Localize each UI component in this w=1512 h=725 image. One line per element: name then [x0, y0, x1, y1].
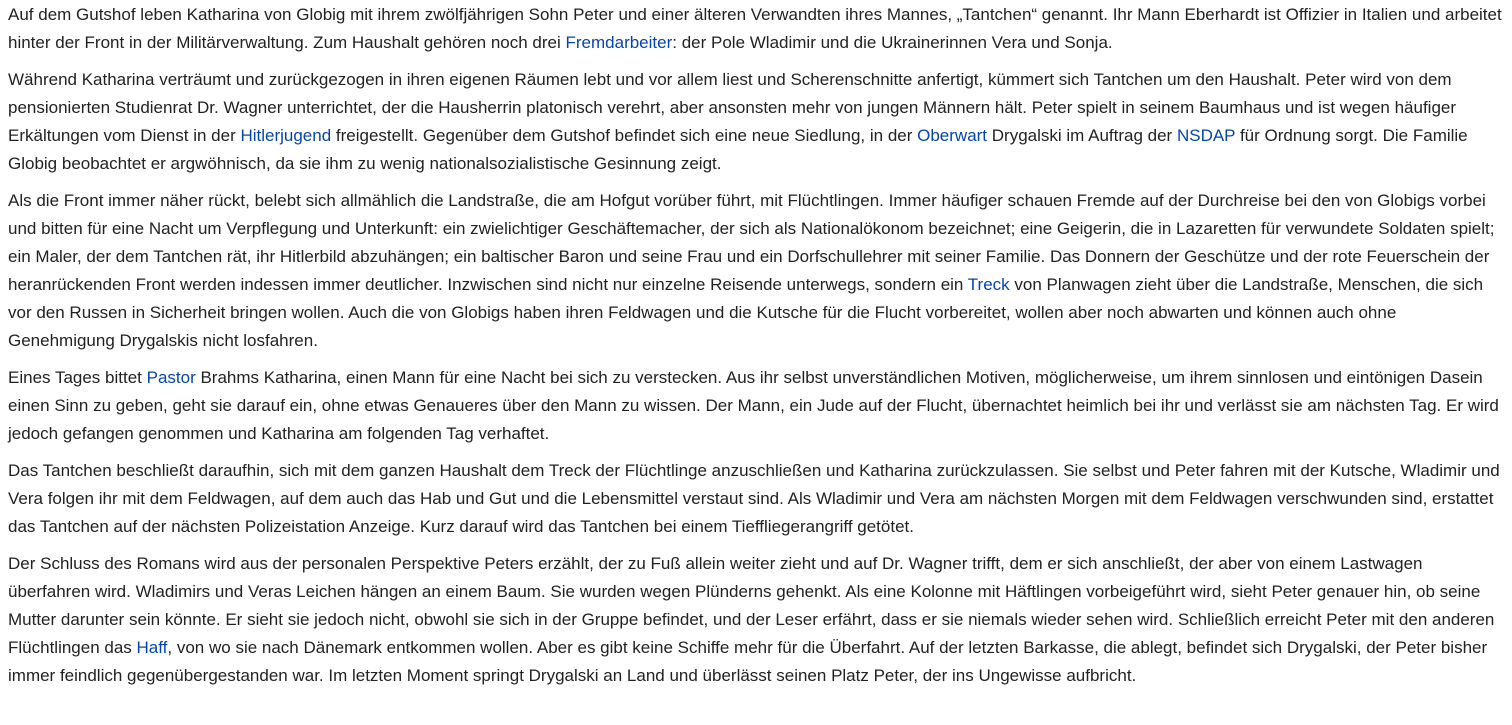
article-body [0, 1, 1512, 690]
link-pastor[interactable]: Pastor [146, 368, 196, 387]
link-nsdap[interactable]: NSDAP [1176, 126, 1236, 145]
link-hitlerjugend[interactable]: Hitlerjugend [240, 126, 332, 145]
paragraph-text: , von wo sie nach Dänemark entkommen wollen. Aber es gibt keine Schiffe mehr für die Überfahrt. Auf der letzten Barkasse, die ablegt, befindet sich Drygalski, der Peter bisher immer feindlich gegenübergestanden war. Im letzten Moment springt Drygalski an Land und überlässt seinen Platz Peter, der ins Ungewisse aufbricht. [8, 638, 1488, 685]
paragraph-text: Auf dem Gutshof leben Katharina von Globig mit ihrem zwölfjährigen Sohn Peter und einer älteren Verwandten ihres Mannes, „Tantchen“ genannt. Ihr Mann Eberhardt ist Offizier in Italien und arbeitet hinter der Front in der Militärverwaltung. Zum Haushalt gehören noch drei [8, 5, 1502, 52]
paragraph-text: freigestellt. Gegenüber dem Gutshof befindet sich eine neue Siedlung, in der [331, 126, 918, 145]
paragraph-daily-life [8, 66, 1504, 178]
paragraph-text: : der Pole Wladimir und die Ukrainerinnen Vera und Sonja. [672, 33, 1113, 52]
paragraph-text: Als die Front immer näher rückt, belebt sich allmählich die Landstraße, die am Hofgut vorüber führt, mit Flüchtlingen. Immer häufiger schauen Fremde auf der Durchreise bei den von Globigs vorbei und bitten für eine Nacht um Verpflegung und Unterkunft: ein zwielichtiger Geschäftemacher, der sich als Nationalökonom bezeichnet; eine Geigerin, die in Lazaretten für verwundete Soldaten spielt; ein Maler, der dem Tantchen rät, ihr Hitlerbild abzuhängen; ein baltischer Baron und seine Frau und ein Dorfschullehrer mit seiner Familie. Das Donnern der Geschütze und der rote Feuerschein der heranrückenden Front werden indessen immer deutlicher. Inzwischen sind nicht nur einzelne Reisende unterwegs, sondern ein [8, 191, 1495, 294]
paragraph-text: Brahms Katharina, einen Mann für eine Nacht bei sich zu verstecken. Aus ihr selbst unverständlichen Motiven, möglicherweise, um ihrem sinnlosen und eintönigen Dasein einen Sinn zu geben, geht sie darauf ein, ohne etwas Genaueres über den Mann zu wissen. Der Mann, ein Jude auf der Flucht, übernachtet heimlich bei ihr und verlässt sie am nächsten Tag. Er wird jedoch gefangen genommen und Katharina am folgenden Tag verhaftet. [8, 368, 1499, 443]
paragraph-flight [8, 457, 1504, 541]
link-oberwart[interactable]: Oberwart [917, 126, 988, 145]
paragraph-text: Eines Tages bittet [8, 368, 147, 387]
paragraph-front-approaches [8, 187, 1504, 355]
paragraph-ending [8, 550, 1504, 690]
paragraph-household [8, 1, 1504, 57]
paragraph-text: für Ordnung sorgt. Die Familie Globig beobachtet er argwöhnisch, da sie ihm zu wenig nationalsozialistische Gesinnung zeigt. [8, 126, 1468, 173]
paragraph-text: Das Tantchen beschließt daraufhin, sich mit dem ganzen Haushalt dem Treck der Flüchtlinge anzuschließen und Katharina zurückzulassen. Sie selbst und Peter fahren mit der Kutsche, Wladimir und Vera folgen ihr mit dem Feldwagen, auf dem auch das Hab und Gut und die Lebensmittel verstaut sind. Als Wladimir und Vera am nächsten Morgen mit dem Feldwagen verschwunden sind, erstattet das Tantchen auf der nächsten Polizeistation Anzeige. Kurz darauf wird das Tantchen bei einem Tieffliegerangriff getötet. [8, 461, 1500, 536]
paragraph-text: von Planwagen zieht über die Landstraße, Menschen, die sich vor den Russen in Sicherheit bringen wollen. Auch die von Globigs haben ihren Feldwagen und die Kutsche für die Flucht vorbereitet, wollen aber noch abwarten und können auch ohne Genehmigung Drygalskis nicht losfahren. [8, 275, 1484, 350]
paragraph-pastor-request [8, 364, 1504, 448]
link-treck[interactable]: Treck [967, 275, 1010, 294]
link-fremdarbeiter[interactable]: Fremdarbeiter [565, 33, 673, 52]
link-haff[interactable]: Haff [136, 638, 168, 657]
paragraph-text: Drygalski im Auftrag der [987, 126, 1177, 145]
paragraph-text: Der Schluss des Romans wird aus der personalen Perspektive Peters erzählt, der zu Fuß allein weiter zieht und auf Dr. Wagner trifft, dem er sich anschließt, der aber von einem Lastwagen überfahren wird. Wladimirs und Veras Leichen hängen an einem Baum. Sie wurden wegen Plünderns gehenkt. Als eine Kolonne mit Häftlingen vorbeigeführt wird, sieht Peter genauer hin, ob seine Mutter darunter sein könnte. Er sieht sie jedoch nicht, obwohl sie sich in der Gruppe befindet, und der Leser erfährt, dass er sie niemals wieder sehen wird. Schließlich erreicht Peter mit den anderen Flüchtlingen das [8, 554, 1495, 657]
paragraph-text: Während Katharina verträumt und zurückgezogen in ihren eigenen Räumen lebt und vor allem liest und Scherenschnitte anfertigt, kümmert sich Tantchen um den Haushalt. Peter wird von dem pensionierten Studienrat Dr. Wagner unterrichtet, der die Hausherrin platonisch verehrt, aber ansonsten mehr von jungen Männern hält. Peter spielt in seinem Baumhaus und ist wegen häufiger Erkältungen vom Dienst in der [8, 70, 1457, 145]
